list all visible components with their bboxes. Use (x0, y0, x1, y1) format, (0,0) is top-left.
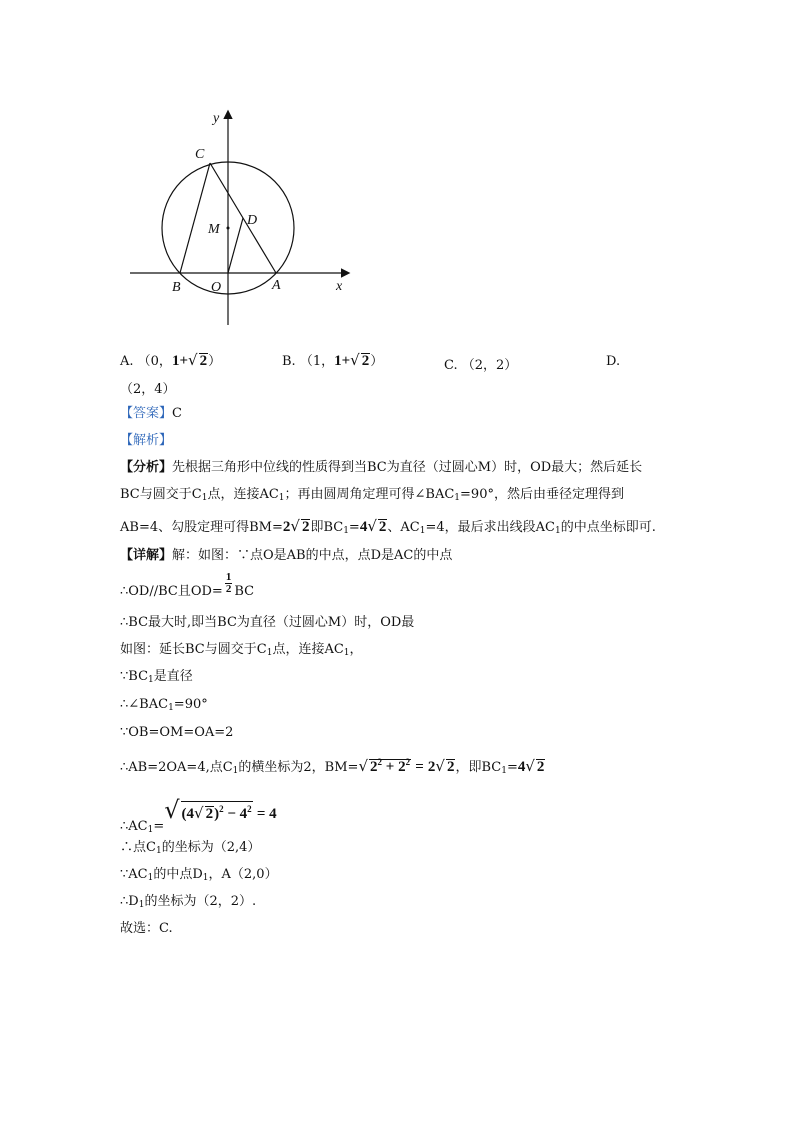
radicand: 2 (378, 519, 387, 535)
detail-text: 的坐标为（2,4） (161, 840, 261, 855)
detail-text: 的中点D (153, 867, 203, 882)
detail-text: 的横坐标为2，BM= (238, 760, 359, 775)
detail-text: = (506, 760, 518, 775)
segment-od (228, 218, 243, 273)
label-m: M (208, 222, 220, 237)
math-operator: − (227, 806, 236, 822)
math-operator: = (415, 759, 424, 775)
radicand: (4√ $2)^2 - 4^2$ (181, 801, 253, 821)
detail-line-5 (120, 667, 193, 687)
detail-text: 如图：延长BC与圆交于C (120, 642, 267, 657)
detail-text: ， (349, 642, 363, 657)
math-operator: + (385, 759, 395, 775)
detail-line-12 (120, 892, 256, 912)
sqrt-sign: √ 2 (290, 517, 310, 535)
detail-line-1 (120, 546, 452, 566)
detail-line-9 (120, 796, 277, 835)
analysis-text: 先根据三角形中位线的性质得到当BC为直径（过圆心M）时，OD最大；然后延长 (172, 460, 643, 475)
detail-text: 点，连接AC (272, 642, 344, 657)
fraction-denominator: 2 (225, 583, 232, 595)
option-b (282, 350, 383, 370)
option-c: C. （2，2） (444, 358, 518, 373)
inner-radicand: 2 (205, 806, 214, 822)
option-d: D. (606, 354, 621, 369)
superscript: 2 (405, 757, 411, 767)
sqrt-sign: √ (4√ $2)^2 - 4^2$ (164, 796, 252, 824)
label-d: D (247, 213, 258, 228)
subscript: 1 (419, 526, 426, 536)
subscript: 1 (201, 493, 208, 503)
math-term: 2 (370, 759, 378, 775)
math-coefficient: 2 (427, 759, 436, 775)
detail-text: 是直径 (153, 669, 193, 684)
subscript: 1 (554, 526, 561, 536)
fraction-numerator: 1 (225, 571, 232, 583)
subscript: 1 (147, 825, 154, 835)
option-b-radicand: 2 (361, 353, 370, 369)
detail-line-10 (120, 838, 260, 858)
radicand: 2 (536, 759, 545, 775)
detail-text: ∴OD//BC且OD= (120, 584, 223, 599)
label-c: C (195, 147, 205, 162)
subscript: 1 (148, 675, 154, 685)
detail-line-2 (120, 571, 255, 603)
label-o: O (211, 280, 222, 295)
sqrt-sign: √ 2 (525, 757, 545, 775)
radicand: 2 (446, 759, 455, 775)
analysis-text: 即BC (310, 520, 344, 535)
subscript: 1 (454, 493, 461, 503)
analysis-text: 点，连接AC (207, 487, 279, 502)
detail-text: ∴AB=2OA=4,点C (120, 760, 233, 775)
subscript: 1 (232, 766, 239, 776)
option-d-value: （2，4） (120, 382, 176, 397)
math-coefficient: 4 (517, 759, 526, 775)
option-a-radicand: 2 (199, 353, 208, 369)
fraction-half (225, 572, 233, 595)
math-term: 4 (239, 806, 248, 822)
label-a: A (272, 278, 281, 293)
math-result: = 4 (256, 806, 277, 822)
answer-value: C (172, 406, 182, 421)
detail-text: ∴D (120, 894, 139, 909)
option-b-suffix: ） (370, 354, 384, 369)
option-b-prefix: B. （1， (282, 354, 335, 369)
detail-text: 解：如图：∵点O是AB的中点，点D是AC的中点 (172, 548, 453, 563)
analysis-text: AB=4、勾股定理可得BM= (120, 520, 283, 535)
detail-text: ∵AC (120, 867, 148, 882)
analysis-text: =4，最后求出线段AC (425, 520, 555, 535)
subscript: 1 (168, 703, 174, 713)
point-m (227, 227, 230, 230)
option-a (120, 350, 221, 370)
subscript: 1 (266, 648, 273, 658)
detail-line-3: ∴BC最大时,即当BC为直径（过圆心M）时，OD最 (120, 615, 415, 630)
option-a-suffix: ） (208, 354, 222, 369)
detail-text: ∵BC (120, 669, 149, 684)
subscript: 1 (147, 873, 154, 883)
sqrt-sign: √ $2^2 + 2^2$ (358, 757, 411, 775)
detail-tag: 【详解】 (120, 548, 173, 563)
fenxi-tag: 【分析】 (120, 460, 173, 475)
detail-text: ∴AC (120, 819, 148, 834)
detail-text: =90° (173, 697, 208, 712)
label-b: B (172, 280, 181, 295)
answer-line (120, 404, 182, 424)
superscript: 2 (377, 757, 382, 767)
radicand (369, 759, 411, 774)
option-a-value: 1+ (171, 353, 188, 369)
analysis-line-2 (120, 485, 624, 505)
label-y: y (213, 111, 220, 126)
detail-text: ，即BC (455, 760, 502, 775)
analysis-text: =90°，然后由垂径定理得到 (460, 487, 624, 502)
math-term: 2 (398, 759, 406, 775)
sqrt-sign: √ 2 (188, 351, 208, 369)
detail-text: ，A（2,0） (208, 867, 278, 882)
superscript: 2 (219, 804, 224, 814)
math-term: 4 (186, 806, 195, 822)
label-x: x (336, 279, 343, 294)
geometry-figure (120, 100, 360, 330)
superscript: 2 (247, 804, 252, 814)
analysis-tag: 【解析】 (120, 433, 173, 448)
subscript: 1 (138, 900, 145, 910)
segment-bc (180, 163, 210, 273)
analysis-text: BC与圆交于C (120, 487, 202, 502)
subscript: 1 (155, 846, 162, 856)
subscript: 1 (343, 648, 350, 658)
analysis-line-1 (120, 458, 642, 478)
subscript: 1 (202, 873, 209, 883)
math-coefficient: 4 (359, 519, 368, 535)
math-coefficient: 2 (282, 519, 291, 535)
detail-line-13: 故选：C. (120, 921, 173, 936)
detail-text: = (153, 819, 165, 834)
detail-line-11 (120, 865, 278, 885)
detail-text: ∴点C (120, 840, 156, 855)
subscript: 1 (501, 766, 507, 776)
detail-text: ∴∠BAC (120, 697, 169, 712)
detail-line-4 (120, 640, 363, 660)
detail-line-6 (120, 695, 208, 715)
detail-text: 的坐标为（2，2）. (144, 894, 257, 909)
analysis-line-3 (120, 516, 656, 538)
detail-line-8 (120, 756, 545, 778)
subscript: 1 (343, 526, 349, 536)
sqrt-sign: √ 2 (367, 517, 387, 535)
sqrt-sign: √ 2 (435, 757, 455, 775)
sqrt-sign: √ 2 (350, 351, 370, 369)
detail-text: BC (234, 584, 255, 599)
radicand: 2 (301, 519, 310, 535)
answer-tag: 【答案】 (120, 406, 173, 421)
subscript: 1 (278, 493, 285, 503)
analysis-text: = (348, 520, 360, 535)
detail-line-7: ∵OB=OM=OA=2 (120, 725, 234, 740)
analysis-text: 的中点坐标即可. (560, 520, 656, 535)
analysis-text: 、AC (387, 520, 420, 535)
option-b-value: 1+ (334, 353, 351, 369)
option-a-prefix: A. （0， (120, 354, 172, 369)
analysis-text: ；再由圆周角定理可得∠BAC (284, 487, 455, 502)
